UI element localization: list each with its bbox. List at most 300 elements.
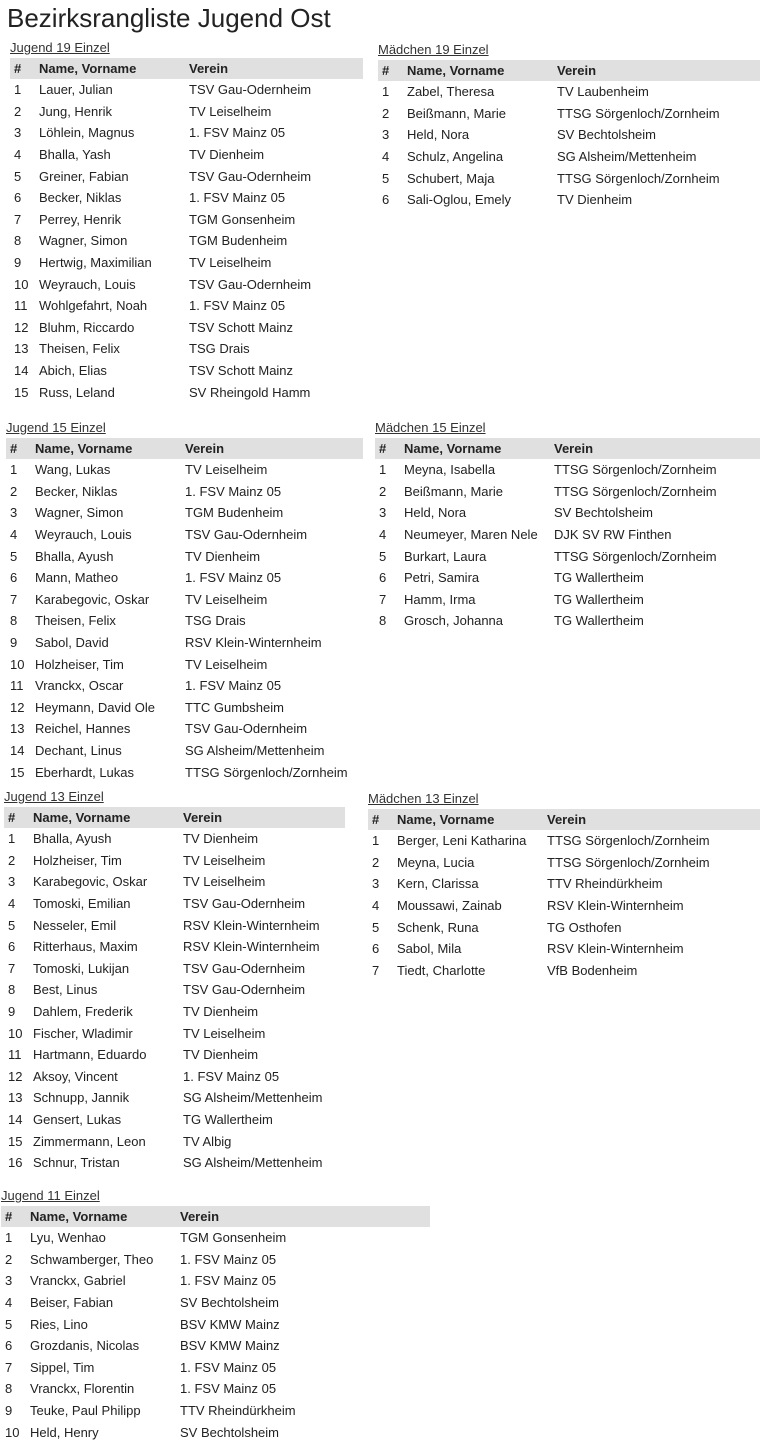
header-name: Name, Vorname (29, 807, 179, 828)
header-name: Name, Vorname (26, 1206, 176, 1227)
rank-cell: 6 (379, 570, 387, 586)
table-row (10, 209, 363, 231)
player-name-cell: Petri, Samira (404, 570, 480, 586)
club-cell: SG Alsheim/Mettenheim (557, 149, 697, 165)
player-name-cell: Eberhardt, Lukas (35, 764, 135, 780)
rank-cell: 4 (5, 1295, 13, 1311)
club-cell: TSV Gau-Odernheim (189, 82, 312, 98)
club-cell: TV Albig (183, 1133, 232, 1149)
table-row (4, 1109, 345, 1131)
section-caption[interactable]: Mädchen 13 Einzel (368, 791, 479, 806)
player-name-cell: Mann, Matheo (35, 570, 119, 586)
player-name-cell: Abich, Elias (39, 363, 107, 379)
table-header-row (4, 807, 345, 828)
ranking-jugend-13 (4, 789, 345, 1174)
rank-cell: 4 (10, 527, 18, 543)
table-row (1, 1249, 430, 1271)
club-cell: TV Leiselheim (183, 874, 266, 890)
table-row (6, 545, 363, 567)
ranking-table (1, 1206, 430, 1443)
player-name-cell: Fischer, Wladimir (33, 1025, 133, 1041)
club-cell: SV Bechtolsheim (180, 1295, 279, 1311)
table-row (1, 1421, 430, 1443)
club-cell: TSG Drais (185, 613, 246, 629)
rank-cell: 7 (10, 591, 18, 607)
rank-cell: 8 (10, 613, 18, 629)
table-row (375, 502, 760, 524)
rank-cell: 1 (14, 82, 22, 98)
club-cell: TV Laubenheim (557, 84, 649, 100)
table-row (375, 459, 760, 481)
rank-cell: 14 (10, 743, 25, 759)
player-name-cell: Weyrauch, Louis (35, 527, 132, 543)
player-name-cell: Reichel, Hannes (35, 721, 131, 737)
club-cell: TG Osthofen (547, 919, 622, 935)
table-row (10, 295, 363, 317)
table-row (375, 589, 760, 611)
rank-cell: 7 (5, 1359, 13, 1375)
rank-cell: 10 (10, 656, 25, 672)
rank-cell: 11 (10, 678, 24, 694)
table-row (10, 165, 363, 187)
player-name-cell: Beißmann, Marie (407, 105, 506, 121)
ranking-jugend-15 (6, 420, 363, 783)
club-cell: TV Leiselheim (185, 462, 268, 478)
club-cell: 1. FSV Mainz 05 (180, 1251, 277, 1267)
club-cell: TG Wallertheim (183, 1112, 273, 1128)
player-name-cell: Weyrauch, Louis (39, 276, 136, 292)
ranking-table (375, 438, 760, 632)
player-name-cell: Grosch, Johanna (404, 613, 504, 629)
table-row (6, 459, 363, 481)
ranking-table (6, 438, 363, 783)
table-row (10, 230, 363, 252)
table-header-row (1, 1206, 430, 1227)
player-name-cell: Tiedt, Charlotte (397, 962, 486, 978)
player-name-cell: Tomoski, Emilian (33, 896, 131, 912)
player-name-cell: Perrey, Henrik (39, 211, 122, 227)
club-cell: TTV Rheindürkheim (547, 876, 663, 892)
section-caption[interactable]: Mädchen 15 Einzel (375, 420, 486, 435)
player-name-cell: Becker, Niklas (39, 190, 122, 206)
rank-cell: 6 (14, 190, 22, 206)
table-row (4, 914, 345, 936)
rank-cell: 5 (372, 919, 380, 935)
table-row (4, 1066, 345, 1088)
rank-cell: 3 (8, 874, 16, 890)
club-cell: TV Dienheim (183, 831, 259, 847)
club-cell: BSV KMW Mainz (180, 1316, 280, 1332)
club-cell: 1. FSV Mainz 05 (180, 1273, 277, 1289)
table-row (10, 122, 363, 144)
player-name-cell: Ries, Lino (30, 1316, 88, 1332)
rank-cell: 4 (372, 898, 380, 914)
club-cell: TSV Gau-Odernheim (185, 721, 308, 737)
table-row (10, 273, 363, 295)
header-rank: # (4, 807, 29, 828)
rank-cell: 3 (379, 505, 387, 521)
rank-cell: 6 (10, 570, 18, 586)
header-rank: # (6, 438, 31, 459)
club-cell: TTSG Sörgenloch/Zornheim (557, 170, 720, 186)
table-header-row (10, 58, 363, 79)
table-row (10, 381, 363, 403)
header-name: Name, Vorname (400, 438, 550, 459)
table-row (6, 632, 363, 654)
rank-cell: 10 (8, 1025, 23, 1041)
rank-cell: 2 (382, 105, 390, 121)
rank-cell: 5 (5, 1316, 13, 1332)
table-row (378, 124, 760, 146)
table-row (6, 589, 363, 611)
club-cell: TSV Schott Mainz (189, 319, 294, 335)
table-row (6, 675, 363, 697)
rank-cell: 4 (379, 527, 387, 543)
player-name-cell: Best, Linus (33, 982, 98, 998)
rank-cell: 15 (10, 764, 25, 780)
player-name-cell: Bhalla, Yash (39, 147, 111, 163)
club-cell: TTSG Sörgenloch/Zornheim (547, 854, 710, 870)
player-name-cell: Jung, Henrik (39, 103, 112, 119)
player-name-cell: Heymann, David Ole (35, 699, 155, 715)
rank-cell: 2 (5, 1251, 13, 1267)
club-cell: TSV Gau-Odernheim (183, 896, 306, 912)
header-club: Verein (550, 438, 760, 459)
table-row (1, 1378, 430, 1400)
section-caption[interactable]: Jugend 11 Einzel (1, 1188, 100, 1203)
header-rank: # (10, 58, 35, 79)
club-cell: TTSG Sörgenloch/Zornheim (554, 483, 717, 499)
club-cell: 1. FSV Mainz 05 (189, 190, 286, 206)
rank-cell: 14 (8, 1112, 23, 1128)
table-row (10, 338, 363, 360)
player-name-cell: Gensert, Lukas (33, 1112, 122, 1128)
table-row (10, 187, 363, 209)
table-row (368, 873, 760, 895)
player-name-cell: Hertwig, Maximilian (39, 255, 152, 271)
table-row (6, 653, 363, 675)
rank-cell: 9 (5, 1403, 13, 1419)
club-cell: 1. FSV Mainz 05 (185, 570, 282, 586)
rank-cell: 1 (10, 462, 18, 478)
player-name-cell: Teuke, Paul Philipp (30, 1403, 141, 1419)
club-cell: TTSG Sörgenloch/Zornheim (557, 105, 720, 121)
club-cell: TGM Gonsenheim (189, 211, 296, 227)
table-row (4, 1087, 345, 1109)
club-cell: DJK SV RW Finthen (554, 527, 672, 543)
rank-cell: 6 (372, 941, 380, 957)
table-header-row (375, 438, 760, 459)
section-caption[interactable]: Jugend 13 Einzel (4, 789, 104, 804)
player-name-cell: Beiser, Fabian (30, 1295, 114, 1311)
table-row (6, 740, 363, 762)
rank-cell: 4 (14, 147, 22, 163)
club-cell: 1. FSV Mainz 05 (185, 678, 282, 694)
rank-cell: 3 (10, 505, 18, 521)
club-cell: TV Dienheim (183, 1047, 259, 1063)
rank-cell: 9 (14, 255, 22, 271)
club-cell: RSV Klein-Winternheim (547, 898, 684, 914)
rank-cell: 2 (8, 852, 16, 868)
table-row (10, 360, 363, 382)
club-cell: TGM Budenheim (185, 505, 284, 521)
section-caption[interactable]: Mädchen 19 Einzel (378, 42, 489, 57)
player-name-cell: Vranckx, Gabriel (30, 1273, 126, 1289)
rank-cell: 2 (372, 854, 380, 870)
player-name-cell: Theisen, Felix (35, 613, 116, 629)
player-name-cell: Karabegovic, Oskar (35, 591, 150, 607)
player-name-cell: Sali-Oglou, Emely (407, 192, 512, 208)
section-caption[interactable]: Jugend 15 Einzel (6, 420, 106, 435)
player-name-cell: Löhlein, Magnus (39, 125, 135, 141)
player-name-cell: Sippel, Tim (30, 1359, 95, 1375)
rank-cell: 12 (10, 699, 25, 715)
club-cell: TTSG Sörgenloch/Zornheim (547, 833, 710, 849)
ranking-table (10, 58, 363, 403)
club-cell: TG Wallertheim (554, 591, 644, 607)
club-cell: TTSG Sörgenloch/Zornheim (554, 548, 717, 564)
player-name-cell: Held, Henry (30, 1424, 99, 1440)
club-cell: RSV Klein-Winternheim (183, 939, 320, 955)
player-name-cell: Zabel, Theresa (407, 84, 495, 100)
rank-cell: 10 (5, 1424, 20, 1440)
club-cell: TSG Drais (189, 341, 250, 357)
rank-cell: 5 (379, 548, 387, 564)
header-name: Name, Vorname (31, 438, 181, 459)
ranking-jugend-19 (10, 40, 363, 403)
table-row (4, 958, 345, 980)
table-header-row (378, 60, 760, 81)
player-name-cell: Berger, Leni Katharina (397, 833, 527, 849)
table-row (6, 761, 363, 783)
table-row (10, 79, 363, 101)
table-row (375, 567, 760, 589)
player-name-cell: Bhalla, Ayush (35, 548, 114, 564)
player-name-cell: Aksoy, Vincent (33, 1068, 118, 1084)
rank-cell: 9 (8, 1004, 16, 1020)
player-name-cell: Ritterhaus, Maxim (33, 939, 138, 955)
player-name-cell: Russ, Leland (39, 384, 115, 400)
club-cell: RSV Klein-Winternheim (183, 917, 320, 933)
club-cell: TG Wallertheim (554, 613, 644, 629)
rank-cell: 11 (8, 1047, 22, 1063)
rank-cell: 7 (14, 211, 22, 227)
table-row (1, 1313, 430, 1335)
rank-cell: 14 (14, 363, 29, 379)
club-cell: 1. FSV Mainz 05 (185, 483, 282, 499)
table-row (375, 524, 760, 546)
player-name-cell: Beißmann, Marie (404, 483, 503, 499)
rank-cell: 9 (10, 635, 18, 651)
rank-cell: 6 (382, 192, 390, 208)
player-name-cell: Neumeyer, Maren Nele (404, 527, 538, 543)
club-cell: TGM Budenheim (189, 233, 288, 249)
club-cell: SG Alsheim/Mettenheim (183, 1090, 323, 1106)
player-name-cell: Schwamberger, Theo (30, 1251, 154, 1267)
player-name-cell: Holzheiser, Tim (35, 656, 124, 672)
club-cell: TV Leiselheim (183, 1025, 266, 1041)
rank-cell: 15 (8, 1133, 23, 1149)
rank-cell: 5 (10, 548, 18, 564)
header-rank: # (1, 1206, 26, 1227)
table-row (368, 852, 760, 874)
club-cell: SG Alsheim/Mettenheim (183, 1155, 323, 1171)
player-name-cell: Greiner, Fabian (39, 168, 129, 184)
rank-cell: 4 (382, 149, 390, 165)
club-cell: TSV Gau-Odernheim (189, 168, 312, 184)
rank-cell: 2 (14, 103, 22, 119)
table-row (10, 252, 363, 274)
table-row (4, 936, 345, 958)
rank-cell: 8 (8, 982, 16, 998)
player-name-cell: Becker, Niklas (35, 483, 118, 499)
table-row (4, 1130, 345, 1152)
table-header-row (368, 809, 760, 830)
header-club: Verein (176, 1206, 430, 1227)
player-name-cell: Hamm, Irma (404, 591, 476, 607)
rank-cell: 4 (8, 896, 16, 912)
club-cell: 1. FSV Mainz 05 (180, 1381, 277, 1397)
table-row (4, 828, 345, 850)
table-row (1, 1357, 430, 1379)
player-name-cell: Nesseler, Emil (33, 917, 117, 933)
rank-cell: 1 (5, 1230, 13, 1246)
table-row (378, 103, 760, 125)
rank-cell: 1 (379, 462, 387, 478)
player-name-cell: Dahlem, Frederik (33, 1004, 133, 1020)
header-club: Verein (185, 58, 363, 79)
table-header-row (6, 438, 363, 459)
rank-cell: 13 (8, 1090, 23, 1106)
table-row (378, 167, 760, 189)
rank-cell: 12 (8, 1068, 23, 1084)
player-name-cell: Schenk, Runa (397, 919, 479, 935)
rank-cell: 6 (5, 1338, 13, 1354)
club-cell: SV Rheingold Hamm (189, 384, 311, 400)
header-name: Name, Vorname (35, 58, 185, 79)
club-cell: TTSG Sörgenloch/Zornheim (554, 462, 717, 478)
player-name-cell: Lyu, Wenhao (30, 1230, 106, 1246)
rank-cell: 1 (8, 831, 16, 847)
rank-cell: 2 (379, 483, 387, 499)
table-row (1, 1400, 430, 1422)
table-row (4, 979, 345, 1001)
ranking-table (4, 807, 345, 1174)
table-row (10, 144, 363, 166)
player-name-cell: Schubert, Maja (407, 170, 495, 186)
table-row (4, 1001, 345, 1023)
club-cell: TSV Schott Mainz (189, 363, 294, 379)
table-row (378, 146, 760, 168)
club-cell: TV Leiselheim (189, 255, 272, 271)
table-row (1, 1270, 430, 1292)
player-name-cell: Karabegovic, Oskar (33, 874, 148, 890)
rank-cell: 3 (372, 876, 380, 892)
club-cell: TV Leiselheim (185, 656, 268, 672)
header-club: Verein (543, 809, 760, 830)
club-cell: TSV Gau-Odernheim (183, 982, 306, 998)
club-cell: 1. FSV Mainz 05 (189, 298, 286, 314)
rank-cell: 2 (10, 483, 18, 499)
player-name-cell: Zimmermann, Leon (33, 1133, 146, 1149)
table-row (6, 567, 363, 589)
header-rank: # (368, 809, 393, 830)
rank-cell: 7 (8, 960, 16, 976)
rank-cell: 13 (10, 721, 25, 737)
club-cell: TTC Gumbsheim (185, 699, 284, 715)
club-cell: TV Dienheim (189, 147, 265, 163)
club-cell: TV Leiselheim (189, 103, 272, 119)
table-row (375, 545, 760, 567)
rank-cell: 3 (5, 1273, 13, 1289)
rank-cell: 8 (14, 233, 22, 249)
table-row (378, 81, 760, 103)
club-cell: TV Leiselheim (183, 852, 266, 868)
club-cell: TV Dienheim (185, 548, 261, 564)
player-name-cell: Wang, Lukas (35, 462, 111, 478)
table-row (10, 317, 363, 339)
club-cell: RSV Klein-Winternheim (547, 941, 684, 957)
rank-cell: 3 (14, 125, 22, 141)
club-cell: SV Bechtolsheim (554, 505, 653, 521)
player-name-cell: Grozdanis, Nicolas (30, 1338, 140, 1354)
table-row (4, 850, 345, 872)
player-name-cell: Vranckx, Florentin (30, 1381, 135, 1397)
player-name-cell: Moussawi, Zainab (397, 898, 502, 914)
table-row (1, 1227, 430, 1249)
ranking-jugend-11 (1, 1188, 430, 1443)
player-name-cell: Kern, Clarissa (397, 876, 479, 892)
section-caption[interactable]: Jugend 19 Einzel (10, 40, 110, 55)
club-cell: TSV Gau-Odernheim (183, 960, 306, 976)
player-name-cell: Bhalla, Ayush (33, 831, 112, 847)
table-row (10, 101, 363, 123)
player-name-cell: Hartmann, Eduardo (33, 1047, 147, 1063)
table-row (368, 916, 760, 938)
table-row (4, 1044, 345, 1066)
rank-cell: 5 (8, 917, 16, 933)
club-cell: 1. FSV Mainz 05 (180, 1359, 277, 1375)
player-name-cell: Schnupp, Jannik (33, 1090, 130, 1106)
table-row (6, 718, 363, 740)
ranking-maedchen-13 (368, 791, 760, 981)
rank-cell: 15 (14, 384, 29, 400)
player-name-cell: Bluhm, Riccardo (39, 319, 135, 335)
club-cell: TSV Gau-Odernheim (189, 276, 312, 292)
club-cell: TV Dienheim (557, 192, 633, 208)
player-name-cell: Wagner, Simon (39, 233, 128, 249)
table-row (6, 502, 363, 524)
club-cell: TV Dienheim (183, 1004, 259, 1020)
table-row (4, 871, 345, 893)
page-title: Bezirksrangliste Jugend Ost (7, 3, 331, 33)
club-cell: 1. FSV Mainz 05 (183, 1068, 280, 1084)
header-club: Verein (553, 60, 760, 81)
club-cell: TSV Gau-Odernheim (185, 527, 308, 543)
table-row (6, 524, 363, 546)
player-name-cell: Meyna, Lucia (397, 854, 475, 870)
rank-cell: 12 (14, 319, 29, 335)
ranking-maedchen-19 (378, 42, 760, 211)
club-cell: SG Alsheim/Mettenheim (185, 743, 325, 759)
player-name-cell: Held, Nora (407, 127, 470, 143)
table-row (6, 610, 363, 632)
player-name-cell: Holzheiser, Tim (33, 852, 122, 868)
player-name-cell: Tomoski, Lukijan (33, 960, 130, 976)
player-name-cell: Held, Nora (404, 505, 467, 521)
header-name: Name, Vorname (403, 60, 553, 81)
club-cell: BSV KMW Mainz (180, 1338, 280, 1354)
